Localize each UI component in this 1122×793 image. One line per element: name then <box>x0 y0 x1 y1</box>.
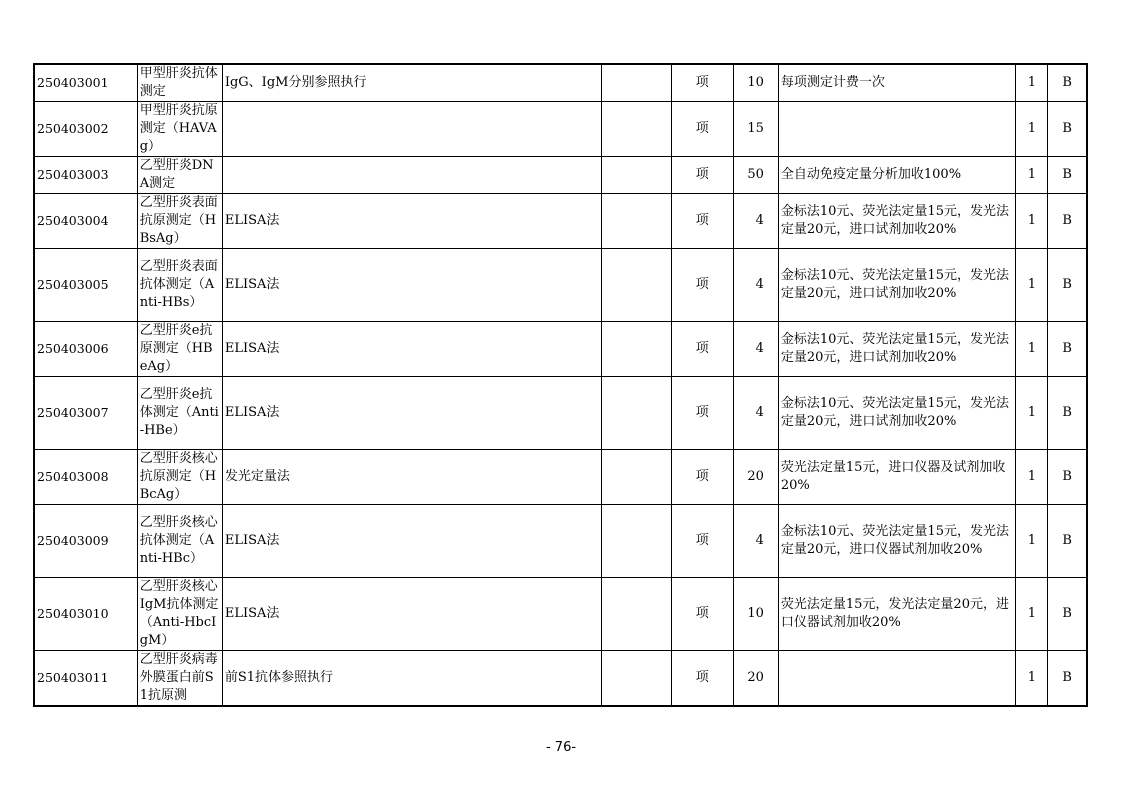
item-name: 乙型肝炎核心抗原测定（HBcAg） <box>137 450 222 505</box>
item-excluded <box>601 651 671 707</box>
item-category: B <box>1048 505 1087 578</box>
item-unit: 项 <box>671 249 733 322</box>
item-flag: 1 <box>1016 322 1048 377</box>
item-code: 250403005 <box>34 249 137 322</box>
item-note: 全自动免疫定量分析加收100% <box>778 157 1015 194</box>
item-category: B <box>1048 64 1087 102</box>
item-price: 4 <box>733 249 778 322</box>
table-row <box>34 578 1087 651</box>
item-content: ELISA法 <box>222 505 601 578</box>
item-name: 乙型肝炎e抗体测定（Anti-HBe） <box>137 377 222 450</box>
item-content: IgG、IgM分别参照执行 <box>222 64 601 102</box>
table-row <box>34 322 1087 377</box>
item-flag: 1 <box>1016 450 1048 505</box>
item-content: 发光定量法 <box>222 450 601 505</box>
item-note: 金标法10元、荧光法定量15元，发光法定量20元，进口试剂加收20% <box>778 249 1015 322</box>
item-note: 金标法10元、荧光法定量15元，发光法定量20元，进口试剂加收20% <box>778 322 1015 377</box>
table-row <box>34 64 1087 102</box>
item-category: B <box>1048 322 1087 377</box>
item-code: 250403002 <box>34 102 137 157</box>
item-price: 10 <box>733 578 778 651</box>
table-row <box>34 377 1087 450</box>
item-note: 金标法10元、荧光法定量15元，发光法定量20元，进口仪器试剂加收20% <box>778 505 1015 578</box>
item-category: B <box>1048 651 1087 707</box>
item-code: 250403010 <box>34 578 137 651</box>
item-excluded <box>601 157 671 194</box>
item-content: ELISA法 <box>222 377 601 450</box>
item-content: ELISA法 <box>222 578 601 651</box>
item-price: 4 <box>733 322 778 377</box>
item-content: ELISA法 <box>222 322 601 377</box>
table-row <box>34 102 1087 157</box>
item-note <box>778 102 1015 157</box>
item-name: 甲型肝炎抗原测定（HAVAg） <box>137 102 222 157</box>
item-content <box>222 102 601 157</box>
item-category: B <box>1048 157 1087 194</box>
item-price: 15 <box>733 102 778 157</box>
page-number: - 76- <box>545 740 577 755</box>
item-flag: 1 <box>1016 194 1048 249</box>
item-flag: 1 <box>1016 102 1048 157</box>
item-code: 250403009 <box>34 505 137 578</box>
item-name: 乙型肝炎e抗原测定（HBeAg） <box>137 322 222 377</box>
item-content: 前S1抗体参照执行 <box>222 651 601 707</box>
item-code: 250403003 <box>34 157 137 194</box>
item-name: 乙型肝炎病毒外膜蛋白前S1抗原测 <box>137 651 222 707</box>
item-excluded <box>601 450 671 505</box>
item-content <box>222 157 601 194</box>
item-unit: 项 <box>671 505 733 578</box>
item-code: 250403008 <box>34 450 137 505</box>
item-excluded <box>601 194 671 249</box>
item-category: B <box>1048 578 1087 651</box>
item-unit: 项 <box>671 64 733 102</box>
table-row <box>34 157 1087 194</box>
item-name: 乙型肝炎DNA测定 <box>137 157 222 194</box>
item-price: 50 <box>733 157 778 194</box>
item-note <box>778 651 1015 707</box>
item-flag: 1 <box>1016 377 1048 450</box>
item-note: 荧光法定量15元，发光法定量20元，进口仪器试剂加收20% <box>778 578 1015 651</box>
item-name: 甲型肝炎抗体测定 <box>137 64 222 102</box>
item-category: B <box>1048 249 1087 322</box>
item-excluded <box>601 505 671 578</box>
item-note: 金标法10元、荧光法定量15元，发光法定量20元，进口试剂加收20% <box>778 194 1015 249</box>
item-excluded <box>601 64 671 102</box>
item-category: B <box>1048 377 1087 450</box>
table-row <box>34 450 1087 505</box>
item-flag: 1 <box>1016 157 1048 194</box>
item-category: B <box>1048 194 1087 249</box>
item-unit: 项 <box>671 651 733 707</box>
table-row <box>34 505 1087 578</box>
item-price: 10 <box>733 64 778 102</box>
item-code: 250403001 <box>34 64 137 102</box>
item-code: 250403011 <box>34 651 137 707</box>
item-unit: 项 <box>671 102 733 157</box>
item-name: 乙型肝炎表面抗原测定（HBsAg） <box>137 194 222 249</box>
item-note: 荧光法定量15元，进口仪器及试剂加收20% <box>778 450 1015 505</box>
item-excluded <box>601 102 671 157</box>
item-category: B <box>1048 102 1087 157</box>
fee-schedule-table <box>33 63 1088 707</box>
table-row <box>34 651 1087 707</box>
item-name: 乙型肝炎表面抗体测定（Anti-HBs） <box>137 249 222 322</box>
item-price: 4 <box>733 194 778 249</box>
item-flag: 1 <box>1016 651 1048 707</box>
table-row <box>34 249 1087 322</box>
item-name: 乙型肝炎核心抗体测定（Anti-HBc） <box>137 505 222 578</box>
item-excluded <box>601 377 671 450</box>
item-unit: 项 <box>671 322 733 377</box>
item-name: 乙型肝炎核心IgM抗体测定（Anti-HbcIgM） <box>137 578 222 651</box>
item-content: ELISA法 <box>222 249 601 322</box>
item-excluded <box>601 249 671 322</box>
item-content: ELISA法 <box>222 194 601 249</box>
item-flag: 1 <box>1016 64 1048 102</box>
item-code: 250403007 <box>34 377 137 450</box>
item-excluded <box>601 578 671 651</box>
item-unit: 项 <box>671 194 733 249</box>
item-price: 4 <box>733 505 778 578</box>
item-note: 金标法10元、荧光法定量15元，发光法定量20元，进口试剂加收20% <box>778 377 1015 450</box>
item-flag: 1 <box>1016 249 1048 322</box>
item-flag: 1 <box>1016 578 1048 651</box>
item-unit: 项 <box>671 377 733 450</box>
item-unit: 项 <box>671 157 733 194</box>
item-excluded <box>601 322 671 377</box>
item-price: 20 <box>733 651 778 707</box>
item-code: 250403004 <box>34 194 137 249</box>
item-code: 250403006 <box>34 322 137 377</box>
item-price: 20 <box>733 450 778 505</box>
item-note: 每项测定计费一次 <box>778 64 1015 102</box>
item-flag: 1 <box>1016 505 1048 578</box>
item-unit: 项 <box>671 578 733 651</box>
table-row <box>34 194 1087 249</box>
item-price: 4 <box>733 377 778 450</box>
item-category: B <box>1048 450 1087 505</box>
item-unit: 项 <box>671 450 733 505</box>
